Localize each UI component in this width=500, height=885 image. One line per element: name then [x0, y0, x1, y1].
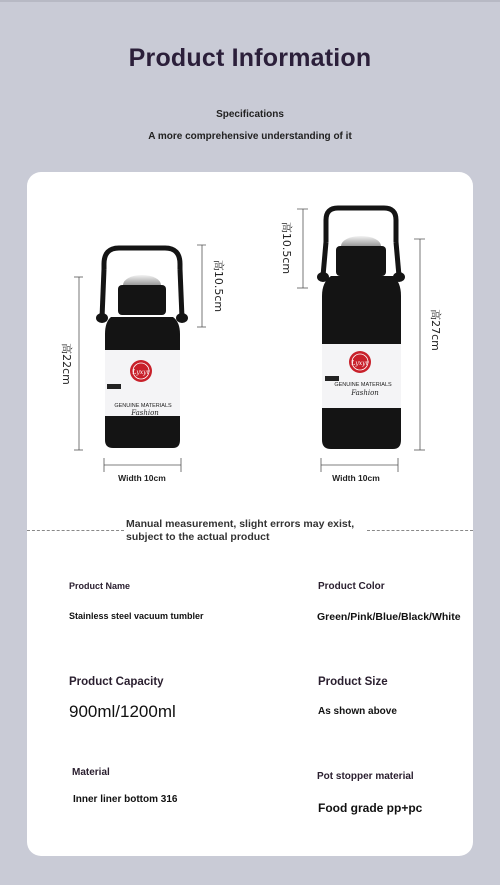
product-size-value: As shown above [318, 706, 397, 717]
large-bottle-label-line1: GENUINE MATERIALS [334, 382, 392, 388]
large-bottle-width-dimension [321, 458, 398, 472]
small-bottle-width-label: Width 10cm [118, 473, 166, 483]
large-bottle [317, 208, 405, 449]
product-capacity-label: Product Capacity [69, 676, 164, 688]
product-color-label: Product Color [318, 581, 385, 592]
stopper-material-label: Pot stopper material [317, 771, 414, 782]
large-bottle-height-dimension [414, 239, 425, 450]
product-card [27, 172, 473, 856]
large-bottle-cap-label: 高10.5cm [280, 221, 293, 275]
small-bottle-width-dimension [104, 458, 181, 472]
small-bottle [96, 248, 188, 448]
page-title: Product Information [128, 44, 372, 72]
material-value: Inner liner bottom 316 [73, 794, 178, 805]
small-bottle-logo: Lyxyr [132, 369, 150, 376]
small-bottle-cap-dimension [197, 245, 206, 327]
small-bottle-height-dimension [74, 277, 83, 450]
note-divider-right [367, 530, 473, 531]
top-divider [0, 0, 500, 2]
large-bottle-label-line2: Fashion [351, 389, 379, 397]
stopper-material-value: Food grade pp+pc [318, 801, 423, 815]
bottle-dimension-diagram [27, 172, 473, 856]
product-name-value: Stainless steel vacuum tumbler [69, 611, 204, 621]
measurement-note: Manual measurement, slight errors may exist, subject to the actual product [126, 518, 355, 543]
material-label: Material [72, 767, 110, 778]
large-bottle-width-label: Width 10cm [332, 473, 380, 483]
product-size-label: Product Size [318, 676, 388, 688]
small-bottle-height-label: 高22cm [60, 343, 73, 385]
product-capacity-value: 900ml/1200ml [69, 702, 176, 721]
note-divider-left [27, 530, 124, 531]
small-bottle-label-line2: Fashion [131, 409, 159, 417]
large-bottle-cap-dimension [297, 209, 308, 288]
product-color-value: Green/Pink/Blue/Black/White [317, 611, 461, 623]
small-bottle-cap-label: 高10.5cm [212, 259, 225, 313]
large-bottle-logo: Lyxyr [351, 360, 369, 367]
page-subtitle: Specifications [216, 109, 284, 120]
small-bottle-label-line1: GENUINE MATERIALS [114, 403, 172, 409]
product-name-label: Product Name [69, 581, 131, 591]
page-tagline: A more comprehensive understanding of it [148, 131, 352, 142]
large-bottle-height-label: 高27cm [429, 309, 442, 351]
